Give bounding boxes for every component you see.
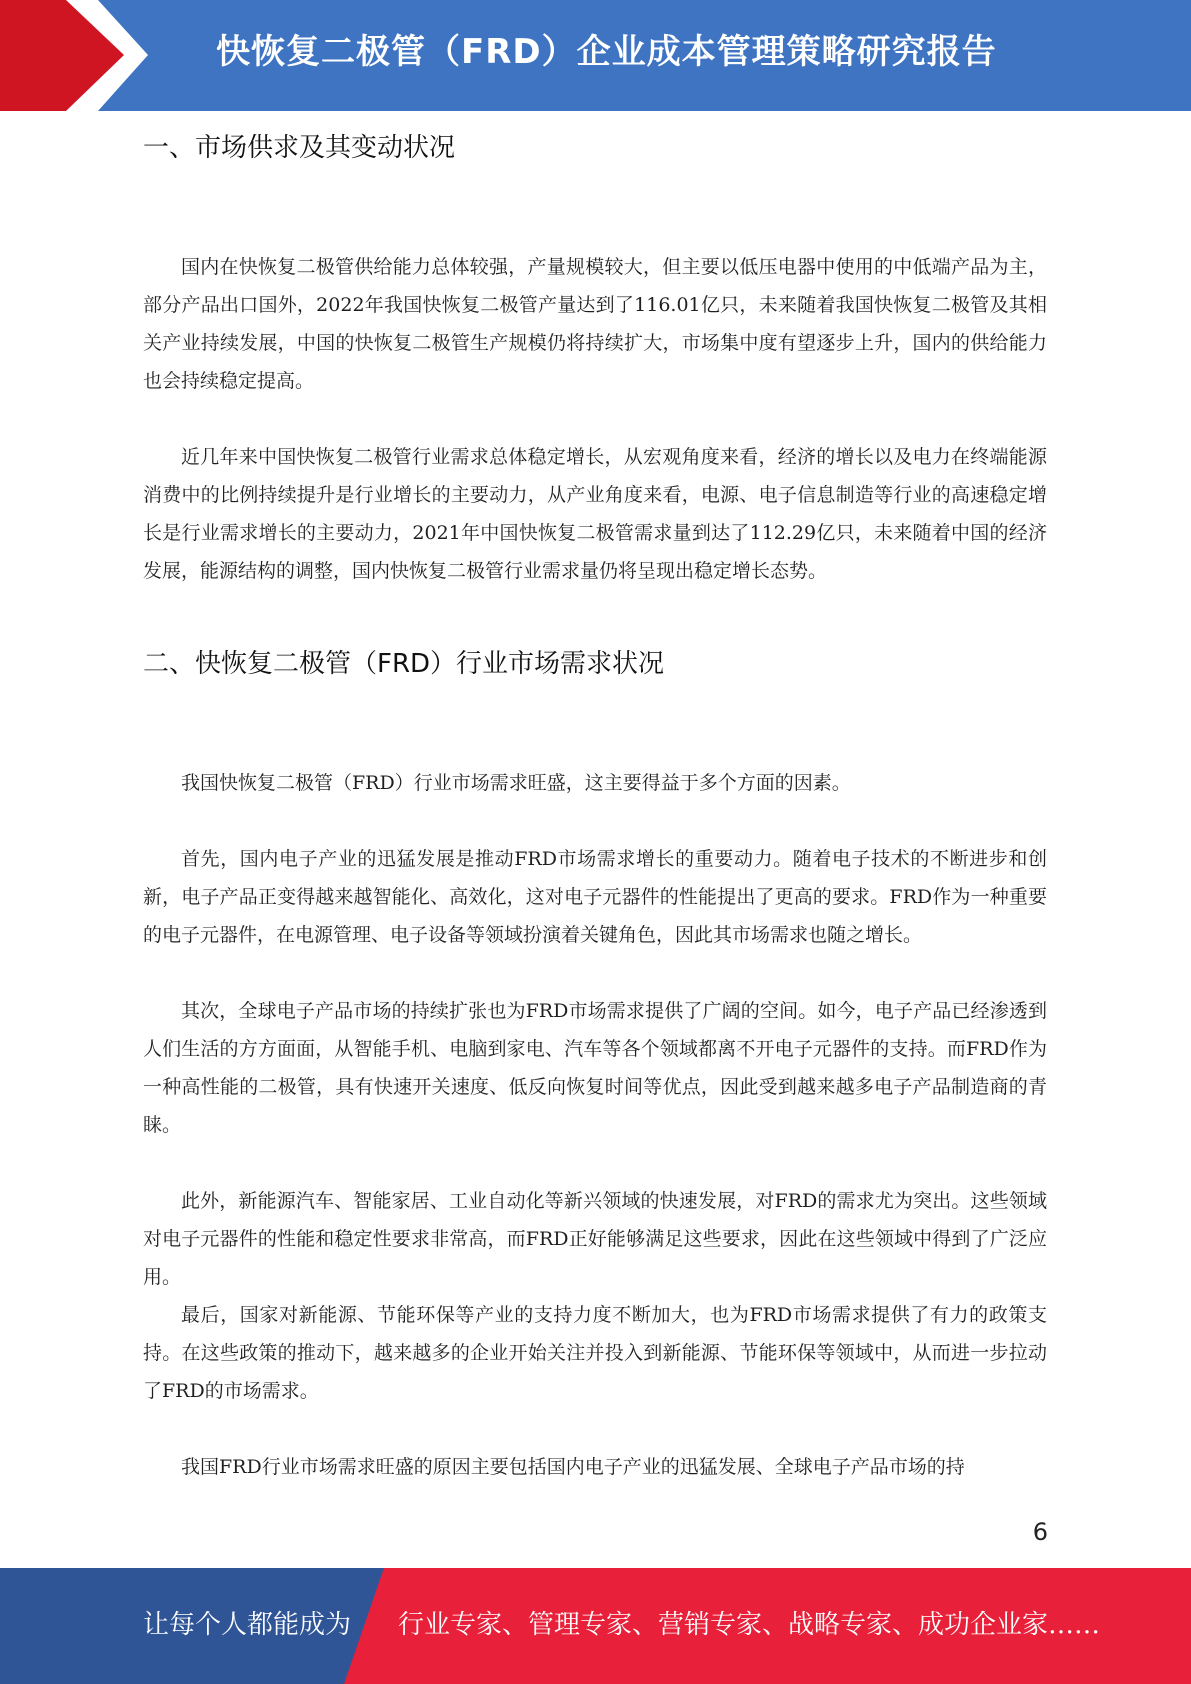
footer-slogan-right: 行业专家、管理专家、营销专家、战略专家、成功企业家…… (398, 1610, 1101, 1640)
paragraph: 最后，国家对新能源、节能环保等产业的支持力度不断加大，也为FRD市场需求提供了有力的政策支持。在这些政策的推动下，越来越多的企业开始关注并投入到新能源、节能环保等领域中，从而进一步拉动了FRD的市场需求。 (143, 1304, 1047, 1402)
paragraph: 首先，国内电子产业的迅猛发展是推动FRD市场需求增长的重要动力。随着电子技术的不断进步和创新，电子产品正变得越来越智能化、高效化，这对电子元器件的性能提出了更高的要求。FRD作为一种重要的电子元器件，在电源管理、电子设备等领域扮演着关键角色，因此其市场需求也随之增长。 (143, 848, 1047, 946)
page-header (0, 0, 1191, 111)
page-number: 6 (1032, 1518, 1048, 1546)
footer-slogan-left: 让每个人都能成为 (143, 1610, 352, 1640)
paragraph: 国内在快恢复二极管供给能力总体较强，产量规模较大，但主要以低压电器中使用的中低端产品为主，部分产品出口国外，2022年我国快恢复二极管产量达到了116.01亿只，未来随着我国快恢复二极管及其相关产业持续发展，中国的快恢复二极管生产规模仍将持续扩大，市场集中度有望逐步上升，国内的供给能力也会持续稳定提高。 (143, 256, 1047, 392)
paragraph: 其次，全球电子产品市场的持续扩张也为FRD市场需求提供了广阔的空间。如今，电子产品已经渗透到人们生活的方方面面，从智能手机、电脑到家电、汽车等各个领域都离不开电子元器件的支持。而FRD作为一种高性能的二极管，具有快速开关速度、低反向恢复时间等优点，因此受到越来越多电子产品制造商的青睐。 (143, 1000, 1047, 1136)
section-heading-market-demand: 二、快恢复二极管（FRD）行业市场需求状况 (143, 649, 665, 679)
page-footer (0, 1568, 1191, 1684)
paragraph: 此外，新能源汽车、智能家居、工业自动化等新兴领域的快速发展，对FRD的需求尤为突出。这些领域对电子元器件的性能和稳定性要求非常高，而FRD正好能够满足这些要求，因此在这些领域中得到了广泛应用。 (143, 1190, 1047, 1288)
report-title: 快恢复二极管（FRD）企业成本管理策略研究报告 (216, 32, 997, 72)
paragraph: 我国FRD行业市场需求旺盛的原因主要包括国内电子产业的迅猛发展、全球电子产品市场的持 (181, 1456, 965, 1478)
paragraph: 我国快恢复二极管（FRD）行业市场需求旺盛，这主要得益于多个方面的因素。 (181, 772, 851, 794)
document-body (143, 118, 1047, 1486)
section-heading-supply-demand: 一、市场供求及其变动状况 (143, 133, 456, 163)
paragraph: 近几年来中国快恢复二极管行业需求总体稳定增长，从宏观角度来看，经济的增长以及电力在终端能源消费中的比例持续提升是行业增长的主要动力，从产业角度来看，电源、电子信息制造等行业的高速稳定增长是行业需求增长的主要动力，2021年中国快恢复二极管需求量到达了112.29亿只，未来随着中国的经济发展，能源结构的调整，国内快恢复二极管行业需求量仍将呈现出稳定增长态势。 (143, 446, 1047, 582)
